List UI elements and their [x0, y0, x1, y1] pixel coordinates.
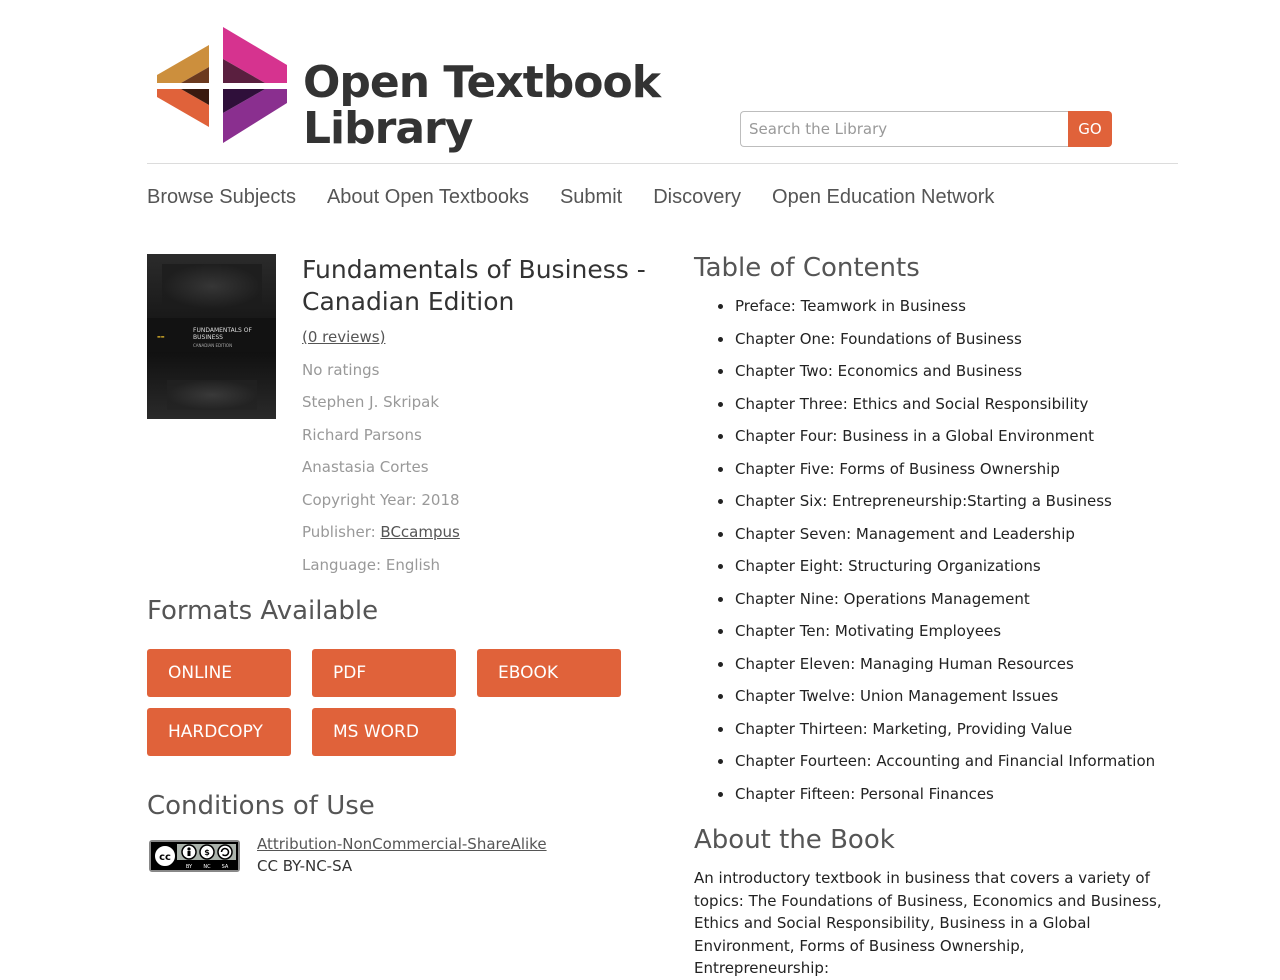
nav-open-education-network[interactable]: Open Education Network — [772, 186, 995, 208]
license-link[interactable]: Attribution-NonCommercial-ShareAlike — [257, 835, 547, 853]
table-of-contents — [715, 290, 1175, 810]
conditions-heading: Conditions of Use — [147, 791, 375, 821]
toc-item: Chapter Two: Economics and Business — [715, 355, 1175, 388]
reviews-link[interactable]: (0 reviews) — [302, 328, 386, 346]
toc-item: Chapter Thirteen: Marketing, Providing Value — [715, 713, 1175, 746]
author: Anastasia Cortes — [302, 458, 429, 476]
toc-item: Chapter Seven: Management and Leadership — [715, 518, 1175, 551]
format-hardcopy-button[interactable]: HARDCOPY — [147, 708, 291, 756]
cover-photo-desk — [167, 380, 257, 410]
cc-license-badge-icon[interactable] — [149, 840, 240, 872]
format-pdf-button[interactable]: PDF — [312, 649, 456, 697]
open-textbook-library-logo-icon[interactable] — [157, 27, 289, 145]
toc-item: Chapter Five: Forms of Business Ownership — [715, 453, 1175, 486]
format-buttons — [147, 649, 627, 756]
formats-heading: Formats Available — [147, 596, 379, 626]
toc-item: Chapter Three: Ethics and Social Responsibility — [715, 388, 1175, 421]
nav-discovery[interactable]: Discovery — [653, 186, 742, 208]
cc-badge-graphic — [151, 842, 238, 870]
book-metadata — [302, 254, 662, 581]
publisher-link[interactable]: BCcampus — [380, 523, 460, 541]
about-text: An introductory textbook in business that covers a variety of topics: The Foundations of Business, Economics and Business, Ethics and Social Responsibility, Business in a Global Environment, Forms of Business Ownership, Entrepreneurship: — [694, 869, 1162, 977]
svg-text:cc: cc — [159, 852, 171, 863]
site-header — [147, 22, 1178, 164]
logo-line-2: Library — [303, 103, 473, 154]
cover-title: FUNDAMENTALS OF BUSINESS — [193, 327, 252, 341]
format-ebook-button[interactable]: EBOOK — [477, 649, 621, 697]
reviews-line — [302, 321, 662, 354]
search-go-button[interactable]: GO — [1068, 111, 1112, 147]
main-nav — [147, 186, 994, 209]
svg-text:$: $ — [204, 848, 210, 857]
logo-wordmark[interactable] — [303, 57, 661, 154]
toc-item: Chapter One: Foundations of Business — [715, 323, 1175, 356]
publisher-label: Publisher: — [302, 523, 381, 541]
nav-about-open-textbooks[interactable]: About Open Textbooks — [326, 186, 529, 208]
format-online-button[interactable]: ONLINE — [147, 649, 291, 697]
toc-item: Chapter Eleven: Managing Human Resources — [715, 648, 1175, 681]
toc-item: Chapter Eight: Structuring Organizations — [715, 550, 1175, 583]
toc-item: Preface: Teamwork in Business — [715, 290, 1175, 323]
about-heading: About the Book — [694, 825, 895, 855]
author: Richard Parsons — [302, 425, 422, 444]
publisher-line — [302, 516, 662, 549]
cover-subtitle: CANADIAN EDITION — [193, 343, 233, 348]
toc-item: Chapter Fourteen: Accounting and Financial Information — [715, 745, 1175, 778]
toc-item: Chapter Four: Business in a Global Environment — [715, 420, 1175, 453]
toc-item: Chapter Ten: Motivating Employees — [715, 615, 1175, 648]
toc-item: Chapter Six: Entrepreneurship:Starting a Business — [715, 485, 1175, 518]
library-search — [740, 111, 1112, 147]
cc-nc-label: NC — [203, 864, 211, 870]
cover-publisher-mark: ▬▬ — [157, 334, 165, 339]
copyright-year: Copyright Year: 2018 — [302, 490, 460, 509]
search-input[interactable] — [740, 111, 1068, 147]
book-title: Fundamentals of Business - Canadian Edition — [302, 255, 646, 316]
book-cover-image — [147, 254, 276, 419]
language: Language: English — [302, 555, 441, 574]
toc-heading: Table of Contents — [694, 253, 920, 283]
toc-item: Chapter Nine: Operations Management — [715, 583, 1175, 616]
nav-submit[interactable]: Submit — [559, 186, 623, 208]
license-code: CC BY-NC-SA — [257, 857, 353, 875]
cover-photo-monitor — [162, 264, 262, 309]
logo-line-1: Open Textbook — [303, 57, 661, 108]
toc-item: Chapter Fifteen: Personal Finances — [715, 778, 1175, 811]
cc-by-label: BY — [185, 864, 193, 870]
cc-sa-label: SA — [221, 864, 229, 870]
nav-browse-subjects[interactable]: Browse Subjects — [147, 186, 296, 208]
author: Stephen J. Skripak — [302, 393, 440, 411]
ratings: No ratings — [302, 360, 380, 379]
toc-item: Chapter Twelve: Union Management Issues — [715, 680, 1175, 713]
format-msword-button[interactable]: MS WORD — [312, 708, 456, 756]
